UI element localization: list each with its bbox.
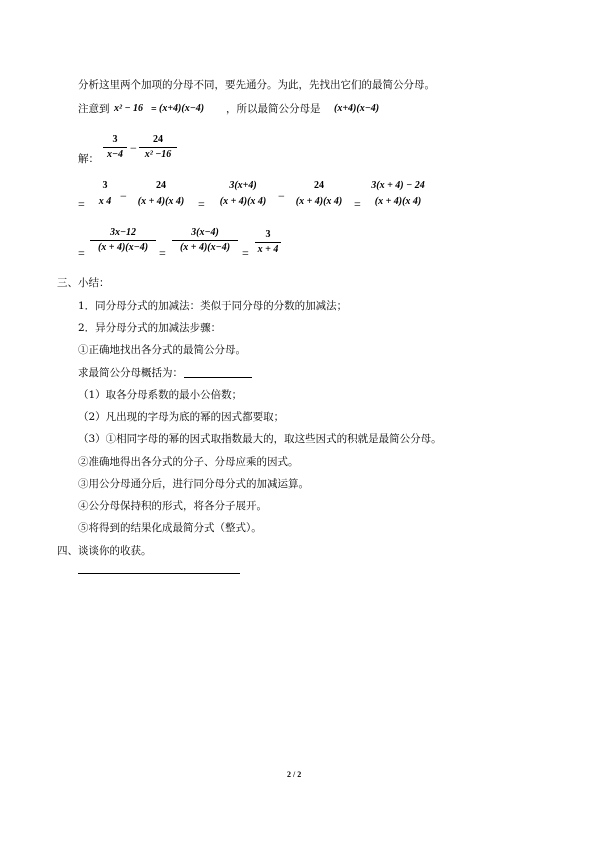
step2-fraction-1 [90, 227, 156, 254]
summary-step-b: ②准确地得出各分式的分子、分母应乘的因式。 [78, 456, 299, 468]
fraction-numerator: 3(x+4) [229, 180, 257, 191]
note-expression: x² − 16 [114, 103, 144, 114]
lcd-rule-3: （3）①相同字母的幂的因式取指数最大的，取这些因式的积就是最简公分母。 [78, 433, 442, 445]
step1-fraction-1 [92, 180, 118, 208]
fraction-denominator: x 4 [98, 196, 112, 207]
equals-sign: = [78, 197, 85, 211]
step1-fraction-4 [286, 180, 352, 208]
minus-sign: − [278, 189, 285, 203]
reflection-heading: 四、谈谈你的收获。 [57, 545, 152, 557]
fraction-numerator: 24 [153, 134, 163, 145]
step1-fraction-3 [210, 180, 276, 208]
step1-fraction-2 [128, 180, 194, 208]
equals-sign: = [198, 197, 205, 211]
note-middle-text: ，所以最简公分母是 [226, 103, 321, 115]
reflection-answer-line [78, 573, 240, 574]
fraction-numerator: 3 [112, 134, 118, 145]
equals-sign: = [242, 246, 249, 260]
lcd-rule-label: 求最简公分母概括为： [78, 367, 183, 379]
analysis-text: 分析这里两个加项的分母不同，要先通分。为此，先找出它们的最简公分母。 [78, 79, 435, 91]
fraction-bar [255, 242, 281, 243]
summary-heading: 三、小结： [57, 277, 110, 289]
lcd-rule-2: （2）凡出现的字母为底的幂的因式都要取； [78, 411, 285, 423]
minus-sign: − [130, 141, 137, 155]
fraction-denominator: (x + 4)(x−4) [179, 242, 231, 253]
lcd-rule-1: （1）取各分母系数的最小公倍数； [78, 389, 243, 401]
fraction-denominator: (x + 4)(x 4) [374, 196, 422, 207]
fraction-denominator: x² −16 [144, 149, 172, 160]
fraction-numerator: 3(x−4) [191, 227, 219, 238]
note-prefix: 注意到 [78, 103, 110, 115]
step1-fraction-5 [364, 180, 432, 208]
fraction-denominator: x + 4 [257, 244, 279, 255]
fraction-numerator: 3 [265, 229, 271, 240]
summary-step-c: ③用公分母通分后，进行同分母分式的加减运算。 [78, 478, 309, 490]
fraction-bar [139, 147, 177, 148]
solution-label: 解： [78, 153, 99, 165]
fraction-denominator: (x + 4)(x 4) [219, 196, 267, 207]
note-factored-expression: (x+4)(x−4) [159, 103, 205, 114]
fraction-denominator: x−4 [106, 149, 124, 160]
equals-sign: = [354, 197, 361, 211]
fraction-bar [172, 240, 238, 241]
equals-sign: = [78, 246, 85, 260]
problem-fraction-2 [139, 134, 177, 161]
lcd-expression: (x+4)(x−4) [334, 103, 380, 114]
summary-step-d: ④公分母保持积的形式，将各分子展开。 [78, 500, 267, 512]
summary-item-1: 1．同分母分式的加减法：类似于同分母的分数的加减法； [78, 300, 348, 312]
fraction-numerator: 3(x + 4) − 24 [371, 180, 425, 191]
fraction-bar [103, 147, 127, 148]
fraction-denominator: (x + 4)(x 4) [137, 196, 185, 207]
step2-fraction-2 [172, 227, 238, 254]
equals-sign: = [159, 246, 166, 260]
fraction-numerator: 3 [102, 180, 108, 191]
lcd-rule-blank [184, 377, 252, 378]
summary-step-e: ⑤将得到的结果化成最简分式（整式）。 [78, 522, 262, 534]
fraction-bar [90, 240, 156, 241]
step2-fraction-3 [255, 229, 281, 256]
fraction-numerator: 24 [156, 180, 166, 191]
fraction-denominator: (x + 4)(x 4) [295, 196, 343, 207]
problem-fraction-1 [103, 134, 127, 161]
note-equals: = [151, 104, 157, 115]
summary-step-a: ①正确地找出各分式的最简公分母。 [78, 344, 246, 356]
page-number: 2 / 2 [287, 770, 302, 779]
minus-sign: − [120, 189, 127, 203]
fraction-denominator: (x + 4)(x−4) [97, 242, 149, 253]
fraction-numerator: 3x−12 [109, 227, 137, 238]
fraction-numerator: 24 [314, 180, 324, 191]
summary-item-2: 2．异分母分式的加减法步骤： [78, 322, 222, 334]
